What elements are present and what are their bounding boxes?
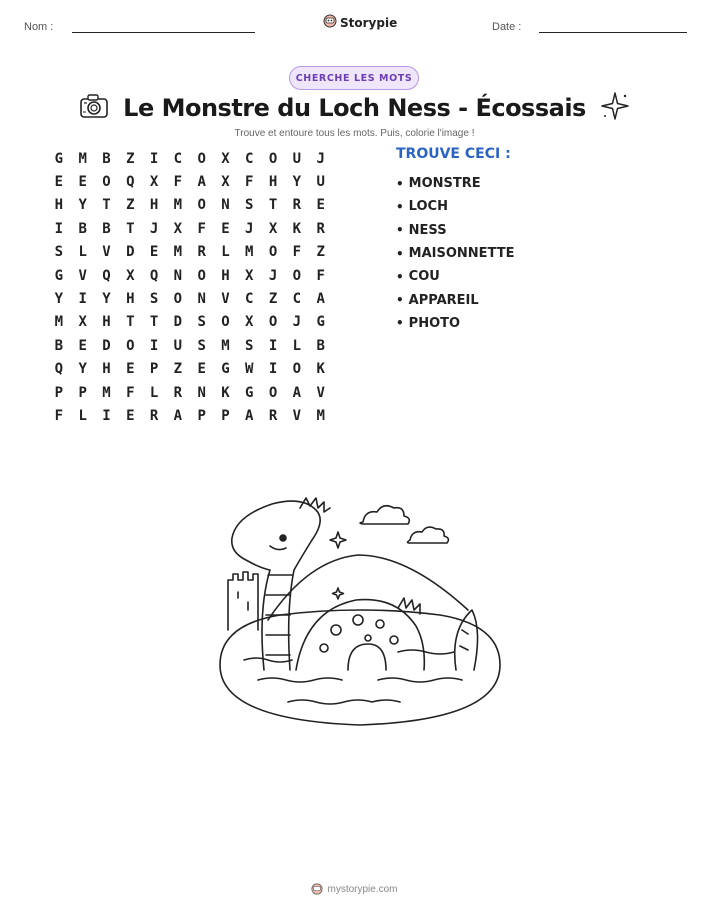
grid-cell[interactable]: X — [173, 220, 183, 237]
grid-cell[interactable]: N — [197, 384, 206, 401]
word-list-item — [396, 242, 514, 265]
grid-cell[interactable]: I — [268, 361, 278, 378]
page-title: Le Monstre du Loch Ness - Écossais — [123, 94, 586, 122]
grid-cell[interactable]: O — [197, 267, 206, 284]
grid-cell[interactable]: R — [197, 244, 206, 261]
grid-cell[interactable]: O — [102, 174, 111, 191]
word-label: COU — [408, 269, 440, 285]
grid-cell[interactable]: Y — [54, 291, 64, 308]
grid-cell[interactable]: P — [54, 384, 64, 401]
grid-cell[interactable]: A — [316, 291, 325, 308]
grid-cell[interactable]: H — [126, 291, 135, 308]
grid-cell[interactable]: S — [54, 244, 64, 261]
grid-cell[interactable]: V — [316, 384, 325, 401]
storypie-logo-icon — [311, 880, 323, 899]
bullet: • — [396, 223, 404, 238]
bullet: • — [396, 316, 404, 331]
bullet: • — [396, 176, 404, 191]
grid-cell[interactable]: A — [173, 407, 183, 424]
grid-cell[interactable]: T — [102, 197, 111, 214]
grid-cell[interactable]: Y — [78, 361, 87, 378]
grid-cell[interactable]: A — [197, 174, 206, 191]
grid-cell[interactable]: K — [221, 384, 230, 401]
grid-cell[interactable]: E — [197, 361, 206, 378]
grid-cell[interactable]: J — [149, 220, 159, 237]
word-search-grid — [47, 147, 333, 428]
grid-cell[interactable]: H — [268, 174, 278, 191]
grid-cell[interactable]: Z — [126, 197, 135, 214]
word-list-item — [396, 312, 514, 335]
grid-cell[interactable]: J — [316, 150, 325, 167]
grid-cell[interactable]: M — [221, 337, 230, 354]
grid-cell[interactable]: T — [126, 220, 135, 237]
grid-cell[interactable]: N — [173, 267, 183, 284]
bullet: • — [396, 246, 404, 261]
grid-cell[interactable]: C — [173, 150, 183, 167]
grid-cell[interactable]: M — [102, 384, 111, 401]
grid-cell[interactable]: D — [126, 244, 135, 261]
grid-cell[interactable]: L — [78, 407, 87, 424]
grid-cell[interactable]: M — [173, 197, 183, 214]
grid-cell[interactable]: S — [197, 314, 206, 331]
grid-cell[interactable]: L — [221, 244, 230, 261]
grid-cell[interactable]: O — [221, 314, 230, 331]
word-list-item — [396, 219, 514, 242]
grid-cell[interactable]: O — [197, 150, 206, 167]
word-list — [396, 172, 514, 335]
grid-cell[interactable]: X — [126, 267, 135, 284]
grid-cell[interactable]: F — [292, 244, 302, 261]
grid-cell[interactable]: A — [292, 384, 302, 401]
grid-cell[interactable]: P — [78, 384, 87, 401]
grid-cell[interactable]: P — [149, 361, 159, 378]
grid-cell[interactable]: O — [268, 314, 278, 331]
grid-cell[interactable]: K — [292, 220, 302, 237]
grid-cell[interactable]: H — [102, 361, 111, 378]
grid-cell[interactable]: O — [126, 337, 135, 354]
word-label: MAISONNETTE — [408, 246, 515, 262]
bullet: • — [396, 199, 404, 214]
grid-cell[interactable]: R — [149, 407, 159, 424]
grid-cell[interactable]: E — [126, 361, 135, 378]
loch-ness-monster-illustration — [198, 480, 508, 744]
grid-cell[interactable]: O — [268, 150, 278, 167]
grid-cell[interactable]: F — [126, 384, 135, 401]
grid-cell[interactable]: E — [316, 197, 325, 214]
grid-cell[interactable]: X — [149, 174, 159, 191]
word-label: MONSTRE — [408, 176, 481, 192]
grid-cell[interactable]: H — [221, 267, 230, 284]
grid-cell[interactable]: I — [149, 150, 159, 167]
grid-cell[interactable]: W — [245, 361, 254, 378]
footer — [0, 880, 709, 899]
grid-cell[interactable]: E — [78, 337, 87, 354]
grid-cell[interactable]: H — [149, 197, 159, 214]
grid-cell[interactable]: O — [268, 244, 278, 261]
grid-cell[interactable]: Z — [316, 244, 325, 261]
bullet: • — [396, 269, 404, 284]
grid-cell[interactable]: M — [78, 150, 87, 167]
grid-cell[interactable]: L — [78, 244, 87, 261]
grid-cell[interactable]: T — [149, 314, 159, 331]
title-row — [0, 90, 709, 126]
grid-cell[interactable]: Z — [268, 291, 278, 308]
grid-cell[interactable]: I — [102, 407, 111, 424]
grid-cell[interactable]: R — [173, 384, 183, 401]
grid-cell[interactable]: L — [292, 337, 302, 354]
grid-cell[interactable]: B — [54, 337, 64, 354]
grid-cell[interactable]: X — [221, 174, 230, 191]
storypie-logo-icon — [323, 13, 337, 32]
grid-cell[interactable]: X — [245, 314, 254, 331]
grid-cell[interactable]: V — [102, 244, 111, 261]
grid-cell[interactable]: A — [245, 407, 254, 424]
grid-cell[interactable]: Q — [149, 267, 159, 284]
grid-cell[interactable]: N — [221, 197, 230, 214]
grid-cell[interactable]: Y — [292, 174, 302, 191]
grid-cell[interactable]: E — [149, 244, 159, 261]
grid-cell[interactable]: O — [292, 361, 302, 378]
word-list-item — [396, 288, 514, 311]
grid-cell[interactable]: V — [78, 267, 87, 284]
word-list-item — [396, 265, 514, 288]
grid-cell[interactable]: O — [268, 384, 278, 401]
grid-cell[interactable]: S — [245, 337, 254, 354]
word-list-item — [396, 195, 514, 218]
grid-cell[interactable]: O — [292, 267, 302, 284]
grid-cell[interactable]: T — [268, 197, 278, 214]
grid-cell[interactable]: O — [173, 291, 183, 308]
grid-cell[interactable]: E — [78, 174, 87, 191]
grid-cell[interactable]: E — [221, 220, 230, 237]
grid-cell[interactable]: I — [54, 220, 64, 237]
grid-cell[interactable]: G — [54, 267, 64, 284]
grid-cell[interactable]: L — [149, 384, 159, 401]
footer-url[interactable]: mystorypie.com — [327, 884, 398, 895]
grid-cell[interactable]: G — [245, 384, 254, 401]
grid-cell[interactable]: U — [292, 150, 302, 167]
grid-cell[interactable]: D — [173, 314, 183, 331]
grid-cell[interactable]: X — [268, 220, 278, 237]
grid-cell[interactable]: J — [292, 314, 302, 331]
grid-cell[interactable]: E — [54, 174, 64, 191]
grid-cell[interactable]: H — [102, 314, 111, 331]
word-list-title: TROUVE CECI : — [396, 146, 511, 162]
grid-cell[interactable]: B — [102, 220, 111, 237]
word-label: PHOTO — [408, 315, 461, 331]
grid-cell[interactable]: Q — [54, 361, 64, 378]
grid-cell[interactable]: M — [245, 244, 254, 261]
grid-cell[interactable]: I — [149, 337, 159, 354]
grid-cell[interactable]: I — [78, 291, 87, 308]
grid-cell[interactable]: B — [316, 337, 325, 354]
grid-cell[interactable]: S — [149, 291, 159, 308]
grid-cell[interactable]: Y — [78, 197, 87, 214]
sparkle-icon — [600, 91, 630, 125]
grid-cell[interactable]: C — [292, 291, 302, 308]
camera-icon — [79, 93, 109, 123]
instructions: Trouve et entoure tous les mots. Puis, colorie l'image ! — [234, 128, 475, 139]
grid-cell[interactable]: Q — [102, 267, 111, 284]
grid-cell[interactable]: V — [292, 407, 302, 424]
grid-cell[interactable]: V — [221, 291, 230, 308]
grid-cell[interactable]: X — [245, 267, 254, 284]
grid-cell[interactable]: G — [221, 361, 230, 378]
grid-cell[interactable]: U — [316, 174, 325, 191]
grid-cell[interactable]: S — [197, 337, 206, 354]
name-field-line[interactable] — [72, 32, 255, 33]
word-label: NESS — [408, 222, 447, 238]
grid-cell[interactable]: Q — [126, 174, 135, 191]
grid-cell[interactable]: R — [268, 407, 278, 424]
grid-cell[interactable]: M — [173, 244, 183, 261]
grid-cell[interactable]: R — [316, 220, 325, 237]
grid-cell[interactable]: M — [54, 314, 64, 331]
grid-cell[interactable]: H — [54, 197, 64, 214]
name-label: Nom : — [24, 21, 54, 33]
grid-cell[interactable]: D — [102, 337, 111, 354]
grid-cell[interactable]: N — [197, 291, 206, 308]
grid-cell[interactable]: G — [316, 314, 325, 331]
grid-cell[interactable]: C — [245, 150, 254, 167]
grid-cell[interactable]: X — [78, 314, 87, 331]
grid-cell[interactable]: P — [197, 407, 206, 424]
grid-cell[interactable]: E — [126, 407, 135, 424]
grid-cell[interactable]: R — [292, 197, 302, 214]
grid-cell[interactable]: F — [173, 174, 183, 191]
grid-cell[interactable]: K — [316, 361, 325, 378]
grid-cell[interactable]: M — [316, 407, 325, 424]
grid-cell[interactable]: O — [197, 197, 206, 214]
grid-cell[interactable]: G — [54, 150, 64, 167]
grid-cell[interactable]: J — [268, 267, 278, 284]
grid-cell[interactable]: F — [197, 220, 206, 237]
grid-cell[interactable]: J — [245, 220, 254, 237]
grid-cell[interactable]: I — [268, 337, 278, 354]
grid-cell[interactable]: B — [102, 150, 111, 167]
activity-badge: CHERCHE LES MOTS — [289, 66, 419, 90]
grid-cell[interactable]: X — [221, 150, 230, 167]
date-label: Date : — [492, 21, 522, 33]
grid-cell[interactable]: Y — [102, 291, 111, 308]
grid-cell[interactable]: F — [245, 174, 254, 191]
brand-name: Storypie — [340, 15, 398, 30]
grid-cell[interactable]: U — [173, 337, 183, 354]
grid-cell[interactable]: B — [78, 220, 87, 237]
word-label: LOCH — [408, 199, 448, 215]
grid-cell[interactable]: S — [245, 197, 254, 214]
grid-cell[interactable]: Z — [126, 150, 135, 167]
brand — [323, 13, 397, 32]
date-field-line[interactable] — [539, 32, 687, 33]
bullet: • — [396, 293, 404, 308]
grid-cell[interactable]: T — [126, 314, 135, 331]
grid-cell[interactable]: C — [245, 291, 254, 308]
grid-cell[interactable]: P — [221, 407, 230, 424]
grid-cell[interactable]: F — [316, 267, 325, 284]
grid-cell[interactable]: F — [54, 407, 64, 424]
word-label: APPAREIL — [408, 292, 479, 308]
grid-cell[interactable]: Z — [173, 361, 183, 378]
word-list-item — [396, 172, 514, 195]
